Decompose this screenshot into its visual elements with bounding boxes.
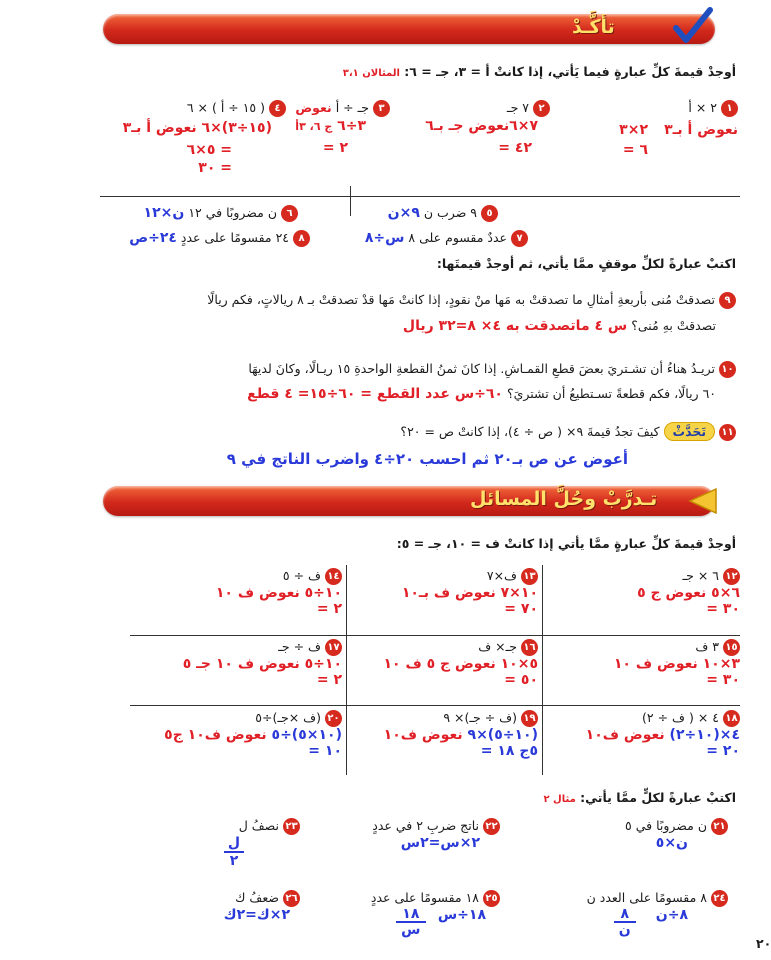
grid-h1 — [130, 635, 740, 636]
problem-26: ٢٦ ضعفُ ك ٢×ك=٢ك — [190, 890, 300, 923]
divider-h1 — [100, 196, 740, 197]
grid-cell-15: ١٥ ٣ ف ٣×١٠ نعوض ف ١٠ ٣٠ = — [613, 639, 740, 688]
problem-4-line2: ٥×٦ = — [186, 142, 232, 158]
grid-cell-14: ١٤ ف ÷ ٥ ١٠÷٥ نعوض ف ١٠ ٢ = — [215, 568, 342, 617]
talk-badge: تَحَدَّثْ — [664, 422, 715, 441]
problem-24: ٢٤ ٨ مقسومًا على العدد ن ٨÷ن ٨ ن — [518, 890, 728, 937]
problem-21: ٢١ ن مضروبًا في ٥ ن×٥ — [548, 818, 728, 851]
grid-cell-19: ١٩ (ف ÷ جـ)× ٩ (١٠÷٥)×٩ نعوض ف١٠ ٥ج ١٨ = — [383, 710, 538, 759]
problem-9-line2: تصدقتْ بهِ مُنى؟ س ٤ ماتصدقت به ٤× ٨=٣٢ ريال — [402, 318, 716, 334]
grid-cell-12: ١٢ ٦ × جـ ٦×٥ نعوض ج ٥ ٣٠ = — [637, 568, 740, 617]
problem-4-line3: ٣٠ = — [198, 160, 232, 176]
checkmark-icon — [672, 6, 714, 46]
problem-23: ٢٣ نصفُ ل ل ٢ — [200, 818, 300, 869]
grid-cell-20: ٢٠ (ف ×جـ)÷٥ (١٠×٥)÷٥ نعوض ف١٠ ج٥ ١٠ = — [164, 710, 342, 759]
section-title-check: تأكَّـدْ — [572, 16, 615, 38]
problem-3: ٣ جـ ÷ أ نعوض — [295, 100, 390, 117]
problem-5: ٥ ٩ ضرب ن ٩×ن — [388, 205, 498, 222]
problem-10-line2: ٦٠ ريالًا، فكم قطعةً تسـتطيعُ أن تشتريَ؟ ٦٠÷س عدد القطع = ٦٠÷١٥= ٤ قطع — [247, 386, 716, 402]
problem-2-line2: = ٤٢ — [498, 140, 532, 156]
problem-1: ١ ٢ × أ — [588, 100, 738, 117]
problem-1-note: نعوض أ بـ٣ — [664, 122, 738, 138]
page-number: ٢٠ — [756, 936, 771, 951]
instruction-2: اكتبْ عبارةً لكلِّ موقفٍ ممَّا يأتي، ثم أوجدْ قيمتَها: — [436, 256, 736, 271]
problem-3-line1: ٣÷٦ ج ٦، ٣أ — [295, 118, 366, 134]
arrow-icon — [684, 486, 718, 516]
instruction-4: اكتبْ عبارةً لكلٍّ ممَّا يأتي: مثال ٢ — [543, 790, 736, 805]
grid-cell-16: ١٦ جـ× ف ٥×١٠ نعوض ج ٥ ف ١٠ ٥٠ = — [383, 639, 538, 688]
section-title-practice: تـدرَّبْ وحُلَّ المسائل — [470, 488, 658, 510]
problem-11-answer: أعوض عن ص بـ٢٠ ثم احسب ٢٠÷٤ واضرب الناتج في ٩ — [226, 450, 628, 468]
problem-7: ٧ عددٌ مقسوم على ٨ س÷٨ — [365, 230, 528, 247]
grid-cell-13: ١٣ ف×٧ ١٠×٧ نعوض ف بـ١٠ ٧٠ = — [401, 568, 538, 617]
example-ref: المثالان ٣،١ — [342, 68, 400, 79]
instruction-1: أوجدْ قيمةَ كلِّ عبارةٍ فيما يَأتي، إذا كانتْ أ = ٣، جـ = ٦: المثالان ٣،١ — [342, 64, 736, 79]
grid-v1 — [346, 565, 347, 775]
problem-2: ٢ ٧ جـ — [507, 100, 550, 117]
instruction-3: أوجدْ قيمةَ كلِّ عبارةٍ ممَّا يأتي إذا كانتْ ف = ١٠، جـ = ٥: — [396, 536, 736, 551]
grid-v2 — [542, 565, 543, 775]
problem-1-line1: ٢×٣ — [619, 122, 648, 138]
grid-cell-18: ١٨ ٤ × ( ف ÷ ٢) ٤×(١٠÷٢) نعوض ف١٠ ٢٠ = — [585, 710, 740, 759]
problem-9-line1: ٩ تصدقتْ مُنى بأربعةِ أمثالِ ما تصدقتْ به مَها منْ نقودٍ، إذا كانتْ مَها قدْ تصدقتْ بـ ٨ ريالاتٍ، فكم ريالًا — [207, 292, 736, 309]
problem-4: ٤ ( ١٥ ÷ أ ) × ٦ — [187, 100, 286, 117]
problem-2-line1: ٧×٦نعوض جـ بـ٦ — [425, 118, 538, 134]
problem-1-line2: = ٦ — [622, 142, 648, 158]
grid-cell-17: ١٧ ف ÷ جـ ١٠÷٥ نعوض ف ١٠ جـ ٥ ٢ = — [182, 639, 342, 688]
problem-4-line1: (١٥÷٣)×٦ نعوض أ بـ٣ — [122, 120, 272, 136]
problem-6: ٦ ن مضروبًا في ١٢ ن×١٢ — [144, 205, 298, 222]
divider-v1 — [350, 186, 351, 216]
problem-22: ٢٢ ناتج ضربِ ٢ في عددٍ ٢×س=٢س — [330, 818, 500, 851]
problem-10-line1: ١٠ تريـدُ هناءُ أن تشـتريَ بعضَ قطعِ القمـاشِ. إذا كانَ ثمنُ القطعةِ الواحدةِ ١٥ ريـالًا، وكانَ لديهَا — [248, 361, 736, 378]
problem-11: ١١ تَحَدَّثْ كيفَ تجدُ قيمةَ ٩× ( ص ÷ ٤)، إذا كانتْ ص = ٢٠؟ — [400, 422, 736, 441]
grid-h2 — [130, 705, 740, 706]
section-banner-check — [103, 14, 715, 44]
problem-3-line2: = ٢ — [322, 140, 348, 156]
problem-8: ٨ ٢٤ مقسومًا على عددٍ ٢٤÷ص — [129, 230, 310, 247]
problem-25: ٢٥ ١٨ مقسومًا على عددٍ ١٨÷س ١٨ س — [330, 890, 500, 937]
